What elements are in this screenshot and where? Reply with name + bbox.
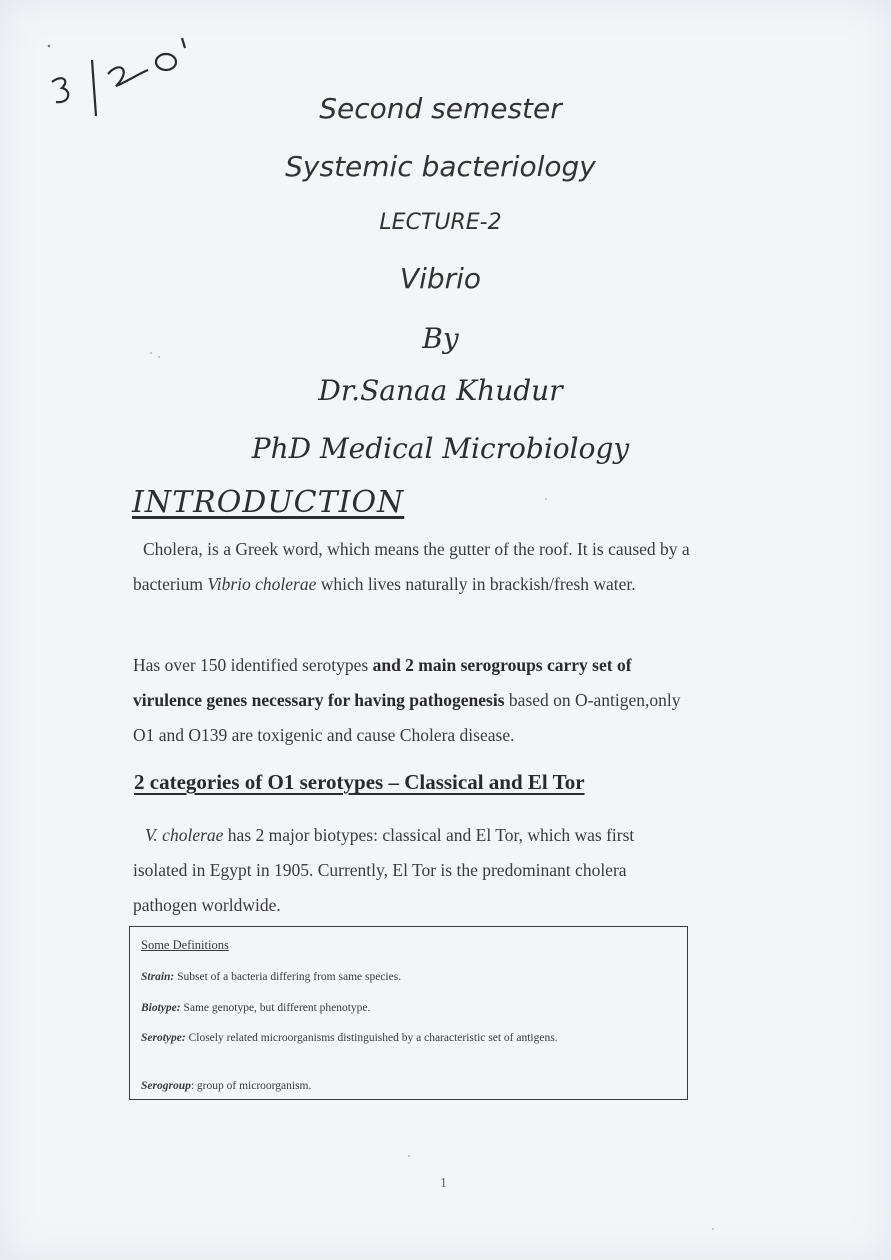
intro-paragraph-1: Cholera, is a Greek word, which means the gutter of the roof. It is caused by a bacterium Vibrio cholerae which lives naturally in brackish/fresh water.	[133, 539, 690, 594]
lecture-label: LECTURE-2	[379, 210, 502, 235]
subject-title: Systemic bacteriology	[285, 150, 596, 183]
scan-speck	[712, 1228, 714, 1230]
introduction-heading: INTRODUCTION	[132, 485, 405, 520]
serogroups-emphasis: and 2 main serogroups carry set of virulence genes necessary for having pathogenesis	[133, 655, 632, 710]
species-name-short: V. cholerae	[145, 825, 224, 845]
by-label: By	[422, 322, 459, 355]
semester-title: Second semester	[319, 92, 562, 125]
scan-speck	[545, 498, 547, 500]
definition-serogroup: Serogroup: group of microorganism.	[141, 1080, 312, 1092]
biotypes-heading: 2 categories of O1 serotypes – Classical and El Tor	[134, 770, 585, 794]
species-name: Vibrio cholerae	[207, 574, 317, 594]
intro-paragraph-2: Has over 150 identified serotypes and 2 main serogroups carry set of virulence genes necessary for having pathogenesis based on O-antigen,only O1 and O139 are toxigenic and cause Cholera disease.	[133, 655, 681, 745]
scan-speck	[158, 356, 160, 358]
definitions-title: Some Definitions	[141, 938, 229, 952]
page-number: 1	[440, 1176, 447, 1191]
definition-serotype: Serotype: Closely related microorganisms distinguished by a characteristic set of antigens.	[141, 1032, 558, 1044]
author-name: Dr.Sanaa Khudur	[318, 374, 563, 407]
author-credentials: PhD Medical Microbiology	[251, 432, 630, 465]
scan-speck	[150, 352, 152, 354]
topic-title: Vibrio	[399, 262, 482, 295]
definitions-box	[129, 926, 688, 1100]
biotypes-paragraph: V. cholerae has 2 major biotypes: classical and El Tor, which was first isolated in Egypt in 1905. Currently, El Tor is the predominant cholera pathogen worldwide.	[133, 825, 635, 915]
definition-strain: Strain: Subset of a bacteria differing from same species.	[141, 971, 402, 983]
definition-biotype: Biotype: Same genotype, but different phenotype.	[141, 1002, 371, 1014]
scan-speck	[408, 1155, 410, 1157]
